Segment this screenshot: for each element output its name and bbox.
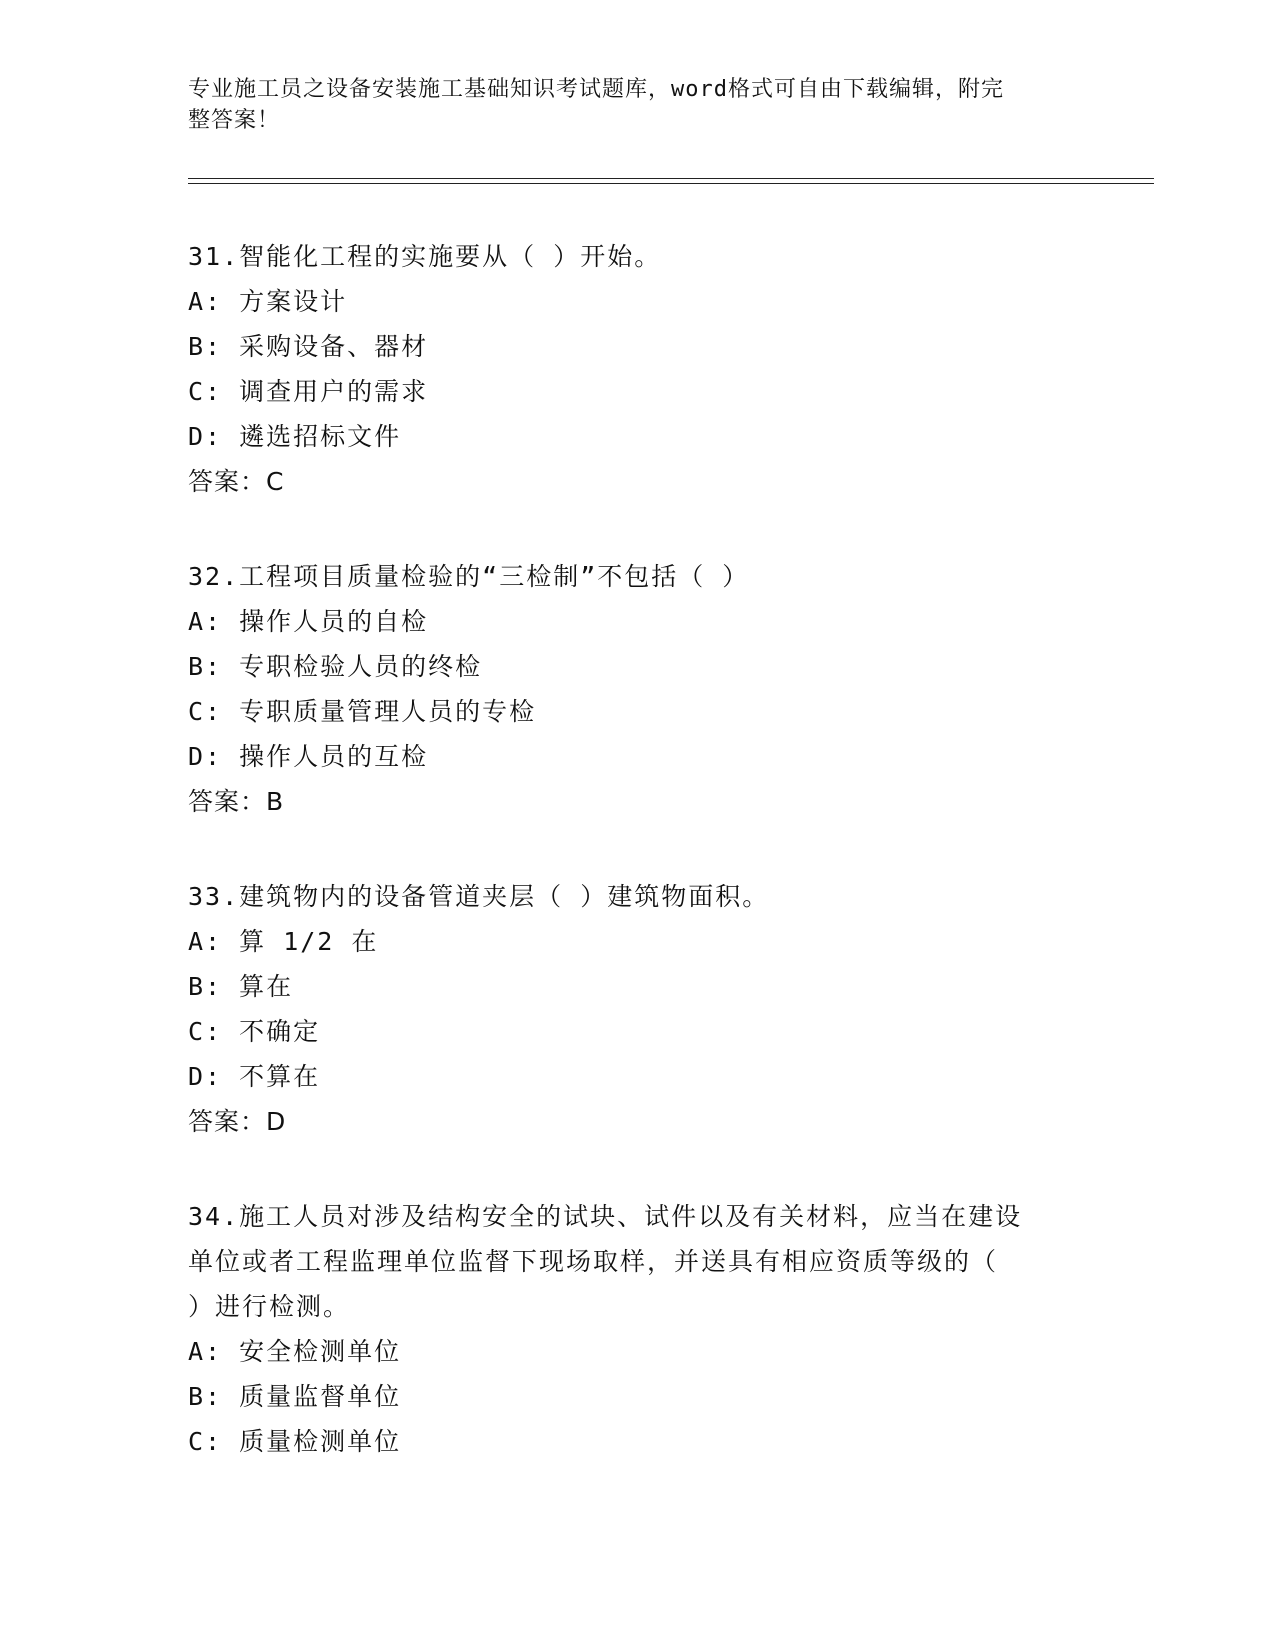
option-b: B: 质量监督单位 <box>188 1382 402 1411</box>
header-divider-bottom <box>188 183 1154 184</box>
option-a: A: 方案设计 <box>188 287 348 316</box>
option-a: A: 安全检测单位 <box>188 1337 402 1366</box>
question-stem: 33.建筑物内的设备管道夹层（ ）建筑物面积。 <box>188 882 770 911</box>
question-stem-line-3: ）进行检测。 <box>188 1292 351 1321</box>
question-33 <box>188 874 1088 1145</box>
answer: 答案：C <box>188 467 285 496</box>
option-b: B: 算在 <box>188 972 294 1001</box>
question-34 <box>188 1194 1088 1464</box>
option-d: D: 操作人员的互检 <box>188 742 429 771</box>
option-c: C: 调查用户的需求 <box>188 377 429 406</box>
option-b: B: 采购设备、器材 <box>188 332 429 361</box>
option-d: D: 遴选招标文件 <box>188 422 402 451</box>
document-header <box>188 74 1068 136</box>
option-a: A: 算 1/2 在 <box>188 927 379 956</box>
option-c: C: 不确定 <box>188 1017 321 1046</box>
option-b: B: 专职检验人员的终检 <box>188 652 483 681</box>
option-d: D: 不算在 <box>188 1062 321 1091</box>
question-32 <box>188 554 1088 825</box>
answer: 答案：D <box>188 1107 287 1136</box>
header-line-1: 专业施工员之设备安装施工基础知识考试题库，word格式可自由下载编辑，附完 <box>188 77 1004 102</box>
option-a: A: 操作人员的自检 <box>188 607 429 636</box>
option-c: C: 专职质量管理人员的专检 <box>188 697 537 726</box>
question-stem: 31.智能化工程的实施要从（ ）开始。 <box>188 242 662 271</box>
option-c: C: 质量检测单位 <box>188 1427 402 1456</box>
header-line-2: 整答案！ <box>188 108 281 133</box>
question-stem: 32.工程项目质量检验的“三检制”不包括（ ） <box>188 562 750 591</box>
question-stem-line-1: 34.施工人员对涉及结构安全的试块、试件以及有关材料，应当在建设 <box>188 1202 1023 1231</box>
question-31 <box>188 234 1088 505</box>
answer: 答案：B <box>188 787 285 816</box>
header-divider-top <box>188 178 1154 179</box>
question-stem-line-2: 单位或者工程监理单位监督下现场取样，并送具有相应资质等级的（ <box>188 1247 999 1276</box>
